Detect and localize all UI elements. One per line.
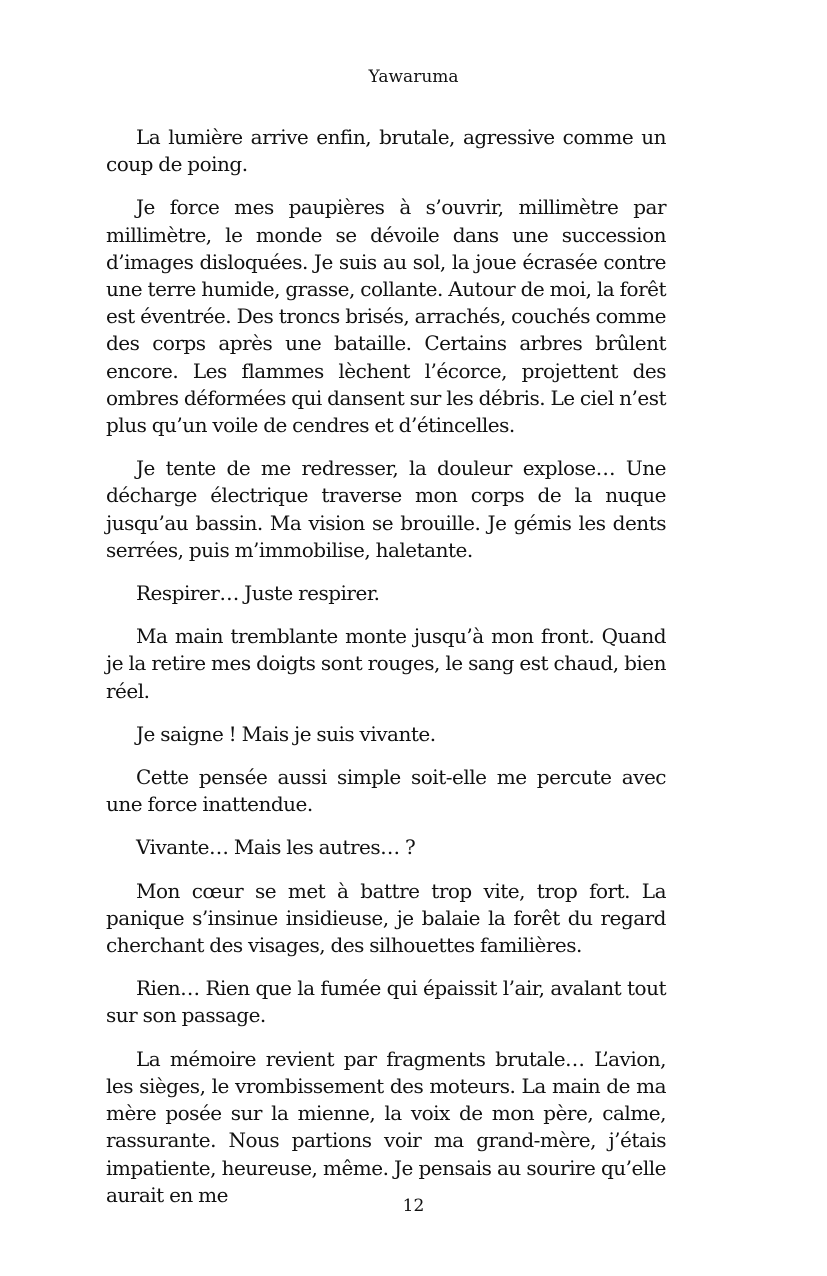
paragraph: Rien… Rien que la fumée qui épaissit l’air, avalant tout sur son passage.	[106, 976, 666, 1028]
paragraph: Respirer… Juste respirer.	[136, 581, 380, 606]
paragraph: La lumière arrive enfin, brutale, agressive comme un coup de poing.	[106, 125, 666, 177]
body-text	[106, 124, 666, 1225]
paragraph: Ma main tremblante monte jusqu’à mon front. Quand je la retire mes doigts sont rouges, le sang est chaud, bien réel.	[106, 624, 666, 703]
paragraph: Je tente de me redresser, la douleur explose… Une décharge électrique traverse mon corps de la nuque jusqu’au bassin. Ma vision se brouille. Je gémis les dents serrées, puis m’immobilise, haletante.	[106, 456, 666, 562]
paragraph: La mémoire revient par fragments brutale… L’avion, les sièges, le vrombissement des moteurs. La main de ma mère posée sur la mienne, la voix de mon père, calme, rassurante. Nous partions voir ma grand-mère, j’étais impatiente, heureuse, même. Je pensais au sourire qu’elle aurait en me	[106, 1046, 666, 1207]
paragraph: Je force mes paupières à s’ouvrir, millimètre par millimètre, le monde se dévoile dans une succession d’images disloquées. Je suis au sol, la joue écrasée contre une terre humide, grasse, collante. Autour de moi, la forêt est éventrée. Des troncs brisés, arrachés, couchés comme des corps après une bataille. Certains arbres brûlent encore. Les flammes lèchent l’écorce, projettent des ombres déformées qui dansent sur les débris. Le ciel n’est plus qu’un voile de cendres et d’étincelles.	[106, 195, 666, 438]
paragraph: Mon cœur se met à battre trop vite, trop fort. La panique s’insinue insidieuse, je balaie la forêt du regard cherchant des visages, des silhouettes familières.	[106, 878, 666, 958]
paragraph: Cette pensée aussi simple soit-elle me percute avec une force inattendue.	[106, 765, 666, 817]
running-header-title: Yawaruma	[368, 67, 459, 87]
paragraph: Vivante… Mais les autres… ?	[136, 835, 416, 860]
page-number: 12	[402, 1196, 425, 1216]
paragraph: Je saigne ! Mais je suis vivante.	[136, 721, 436, 746]
